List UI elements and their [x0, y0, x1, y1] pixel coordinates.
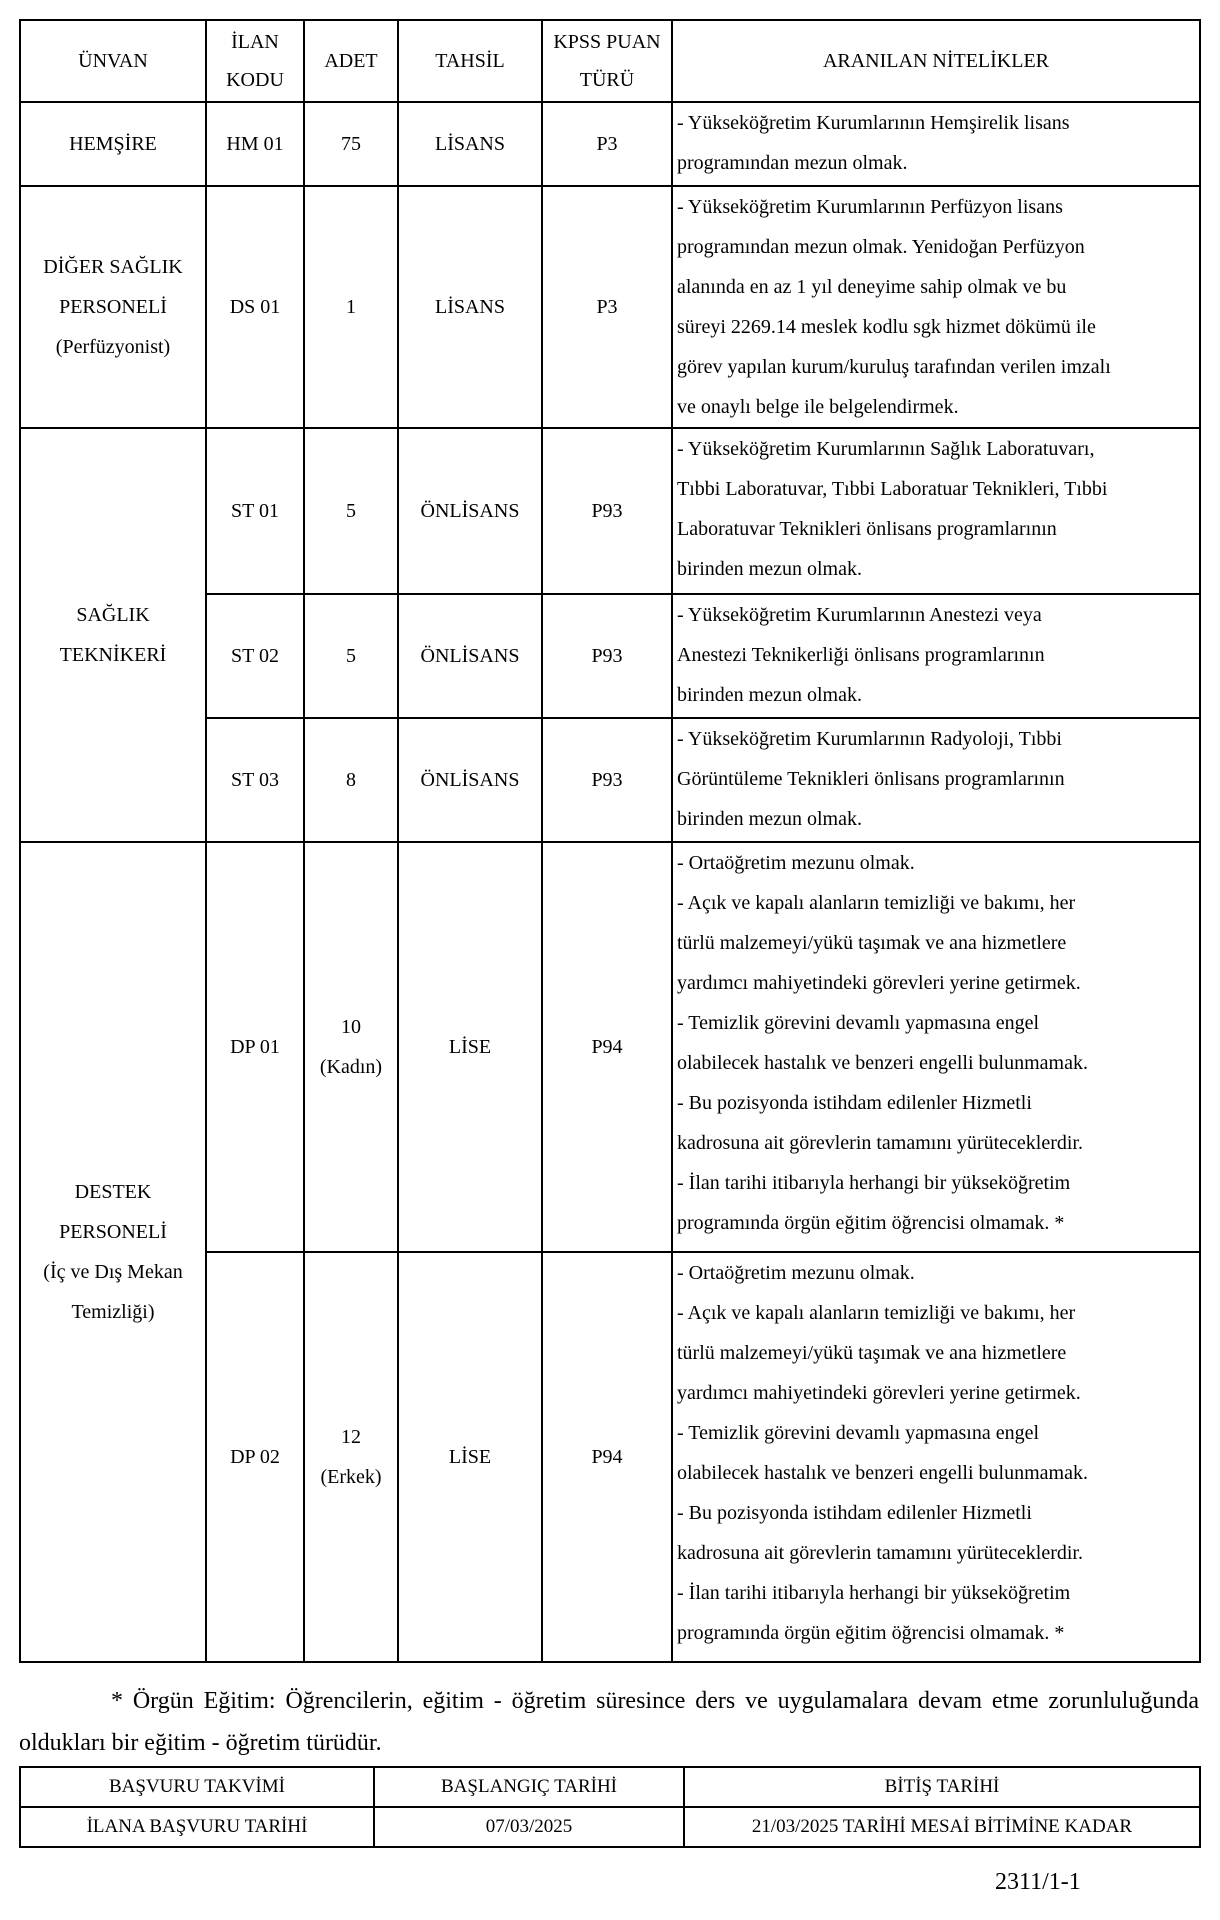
adet-line: 5 — [346, 500, 356, 522]
tahsil-cell: LİSANS — [398, 186, 542, 428]
group-title-line: Temizliği) — [71, 1301, 155, 1323]
adet-cell — [304, 594, 398, 718]
requirements-cell — [672, 1252, 1200, 1662]
requirements-cell — [672, 842, 1200, 1252]
header-unvan: ÜNVAN — [20, 20, 206, 102]
group-title-line: PERSONELİ — [59, 1221, 167, 1243]
requirement-line: - Yükseköğretim Kurumlarının Perfüzyon lisans — [677, 196, 1063, 218]
calendar-end-date: 21/03/2025 TARİHİ MESAİ BİTİMİNE KADAR — [684, 1807, 1200, 1847]
requirement-line: süreyi 2269.14 meslek kodlu sgk hizmet dökümü ile — [677, 316, 1096, 338]
requirement-line: - Açık ve kapalı alanların temizliği ve bakımı, her — [677, 892, 1076, 914]
requirement-line: Görüntüleme Teknikleri önlisans programlarının — [677, 768, 1065, 790]
requirement-line: - Ortaöğretim mezunu olmak. — [677, 1262, 915, 1284]
header-tahsil: TAHSİL — [398, 20, 542, 102]
orgun-egitim-note — [19, 1680, 1199, 1764]
positions-body — [20, 102, 1200, 1662]
header-ilan-kodu: İLAN KODU — [206, 20, 304, 102]
calendar-data-row — [20, 1807, 1200, 1847]
calendar-header-bitis: BİTİŞ TARİHİ — [684, 1767, 1200, 1807]
table-row — [20, 186, 1200, 428]
document-reference: 2311/1-1 — [995, 1869, 1081, 1895]
requirements-cell — [672, 428, 1200, 594]
group-title-line: (İç ve Dış Mekan — [43, 1261, 183, 1283]
requirements-cell — [672, 718, 1200, 842]
table-row — [20, 842, 1200, 1252]
requirement-line: olabilecek hastalık ve benzeri engelli bulunmamak. — [677, 1052, 1088, 1074]
header-nitelikler: ARANILAN NİTELİKLER — [672, 20, 1200, 102]
requirement-line: - Açık ve kapalı alanların temizliği ve bakımı, her — [677, 1302, 1076, 1324]
requirement-line: - İlan tarihi itibarıyla herhangi bir yükseköğretim — [677, 1582, 1071, 1604]
adet-line: 1 — [346, 296, 356, 318]
adet-cell — [304, 718, 398, 842]
group-title-line: (Perfüzyonist) — [55, 336, 171, 358]
adet-line: (Kadın) — [319, 1056, 383, 1078]
adet-line: 75 — [341, 133, 361, 155]
requirement-line: yardımcı mahiyetindeki görevleri yerine getirmek. — [677, 972, 1081, 994]
requirement-line: ve onaylı belge ile belgelendirmek. — [677, 396, 959, 418]
adet-line: 12 — [341, 1426, 361, 1448]
requirement-line: alanında en az 1 yıl deneyime sahip olmak ve bu — [677, 276, 1067, 298]
requirement-line: Laboratuvar Teknikleri önlisans programlarının — [677, 518, 1057, 540]
requirement-line: - Bu pozisyonda istihdam edilenler Hizmetli — [677, 1502, 1032, 1524]
group-title-line: DİĞER SAĞLIK — [43, 256, 183, 278]
requirement-line: - Ortaöğretim mezunu olmak. — [677, 852, 915, 874]
requirement-line: türlü malzemeyi/yükü taşımak ve ana hizmetlere — [677, 932, 1067, 954]
group-title-line: HEMŞİRE — [69, 133, 157, 155]
ilan-kodu-cell: DP 02 — [206, 1252, 304, 1662]
calendar-header-baslangic: BAŞLANGIÇ TARİHİ — [374, 1767, 684, 1807]
tahsil-cell: ÖNLİSANS — [398, 594, 542, 718]
requirement-line: programında örgün eğitim öğrencisi olmamak. * — [677, 1622, 1065, 1644]
requirement-line: birinden mezun olmak. — [677, 558, 862, 580]
kpss-cell: P3 — [542, 186, 672, 428]
kpss-cell: P93 — [542, 594, 672, 718]
group-title-cell — [20, 842, 206, 1662]
requirement-line: - İlan tarihi itibarıyla herhangi bir yükseköğretim — [677, 1172, 1071, 1194]
table-row — [20, 102, 1200, 186]
requirement-line: türlü malzemeyi/yükü taşımak ve ana hizmetlere — [677, 1342, 1067, 1364]
requirement-line: Anestezi Teknikerliği önlisans programlarının — [677, 644, 1045, 666]
adet-cell — [304, 102, 398, 186]
ilan-kodu-cell: ST 01 — [206, 428, 304, 594]
ilan-kodu-cell: ST 02 — [206, 594, 304, 718]
tahsil-cell: LİSANS — [398, 102, 542, 186]
adet-cell — [304, 842, 398, 1252]
requirements-cell — [672, 186, 1200, 428]
adet-line: 10 — [341, 1016, 361, 1038]
note-text: * Örgün Eğitim: Öğrencilerin, eğitim - öğretim süresince ders ve uygulamalara devam etme zorunluluğunda oldukları bir eğitim - öğretim türüdür. — [19, 1688, 1199, 1756]
requirement-line: - Bu pozisyonda istihdam edilenler Hizmetli — [677, 1092, 1032, 1114]
adet-line: (Erkek) — [320, 1466, 382, 1488]
adet-line: 5 — [346, 645, 356, 667]
header-row — [20, 20, 1200, 102]
requirement-line: programından mezun olmak. — [677, 152, 908, 174]
adet-line: 8 — [346, 769, 356, 791]
requirement-line: kadrosuna ait görevlerin tamamını yürüteceklerdir. — [677, 1542, 1083, 1564]
kpss-cell: P93 — [542, 428, 672, 594]
application-calendar-table — [19, 1766, 1201, 1848]
group-title-cell — [20, 186, 206, 428]
requirement-line: - Yükseköğretim Kurumlarının Sağlık Laboratuvarı, — [677, 438, 1095, 460]
kpss-cell: P94 — [542, 1252, 672, 1662]
adet-cell — [304, 428, 398, 594]
positions-table — [19, 19, 1201, 1663]
requirement-line: olabilecek hastalık ve benzeri engelli bulunmamak. — [677, 1462, 1088, 1484]
requirement-line: programından mezun olmak. Yenidoğan Perfüzyon — [677, 236, 1085, 258]
group-title-cell — [20, 102, 206, 186]
requirement-line: görev yapılan kurum/kuruluş tarafından verilen imzalı — [677, 356, 1111, 378]
calendar-basvuru-label: İLANA BAŞVURU TARİHİ — [20, 1807, 374, 1847]
adet-cell — [304, 186, 398, 428]
group-title-line: TEKNİKERİ — [59, 644, 167, 666]
requirement-line: yardımcı mahiyetindeki görevleri yerine getirmek. — [677, 1382, 1081, 1404]
tahsil-cell: ÖNLİSANS — [398, 428, 542, 594]
kpss-cell: P94 — [542, 842, 672, 1252]
requirement-line: - Yükseköğretim Kurumlarının Anestezi veya — [677, 604, 1042, 626]
requirement-line: birinden mezun olmak. — [677, 684, 862, 706]
group-title-line: PERSONELİ — [59, 296, 167, 318]
requirement-line: programında örgün eğitim öğrencisi olmamak. * — [677, 1212, 1065, 1234]
requirements-cell — [672, 594, 1200, 718]
group-title-cell — [20, 428, 206, 842]
requirement-line: - Temizlik görevini devamlı yapmasına engel — [677, 1422, 1040, 1444]
group-title-line: DESTEK — [74, 1181, 152, 1203]
requirement-line: - Temizlik görevini devamlı yapmasına engel — [677, 1012, 1040, 1034]
calendar-header-takvim: BAŞVURU TAKVİMİ — [20, 1767, 374, 1807]
kpss-cell: P3 — [542, 102, 672, 186]
tahsil-cell: ÖNLİSANS — [398, 718, 542, 842]
header-adet: ADET — [304, 20, 398, 102]
tahsil-cell: LİSE — [398, 842, 542, 1252]
adet-cell — [304, 1252, 398, 1662]
requirements-cell — [672, 102, 1200, 186]
group-title-line: SAĞLIK — [76, 604, 150, 626]
header-kpss: KPSS PUAN TÜRÜ — [542, 20, 672, 102]
table-row — [20, 428, 1200, 594]
calendar-header-row — [20, 1767, 1200, 1807]
requirement-line: birinden mezun olmak. — [677, 808, 862, 830]
calendar-start-date: 07/03/2025 — [374, 1807, 684, 1847]
kpss-cell: P93 — [542, 718, 672, 842]
ilan-kodu-cell: DP 01 — [206, 842, 304, 1252]
ilan-kodu-cell: DS 01 — [206, 186, 304, 428]
ilan-kodu-cell: HM 01 — [206, 102, 304, 186]
tahsil-cell: LİSE — [398, 1252, 542, 1662]
requirement-line: Tıbbi Laboratuvar, Tıbbi Laboratuar Teknikleri, Tıbbi — [677, 478, 1108, 500]
ilan-kodu-cell: ST 03 — [206, 718, 304, 842]
requirement-line: kadrosuna ait görevlerin tamamını yürüteceklerdir. — [677, 1132, 1083, 1154]
requirement-line: - Yükseköğretim Kurumlarının Hemşirelik lisans — [677, 112, 1070, 134]
requirement-line: - Yükseköğretim Kurumlarının Radyoloji, Tıbbi — [677, 728, 1062, 750]
